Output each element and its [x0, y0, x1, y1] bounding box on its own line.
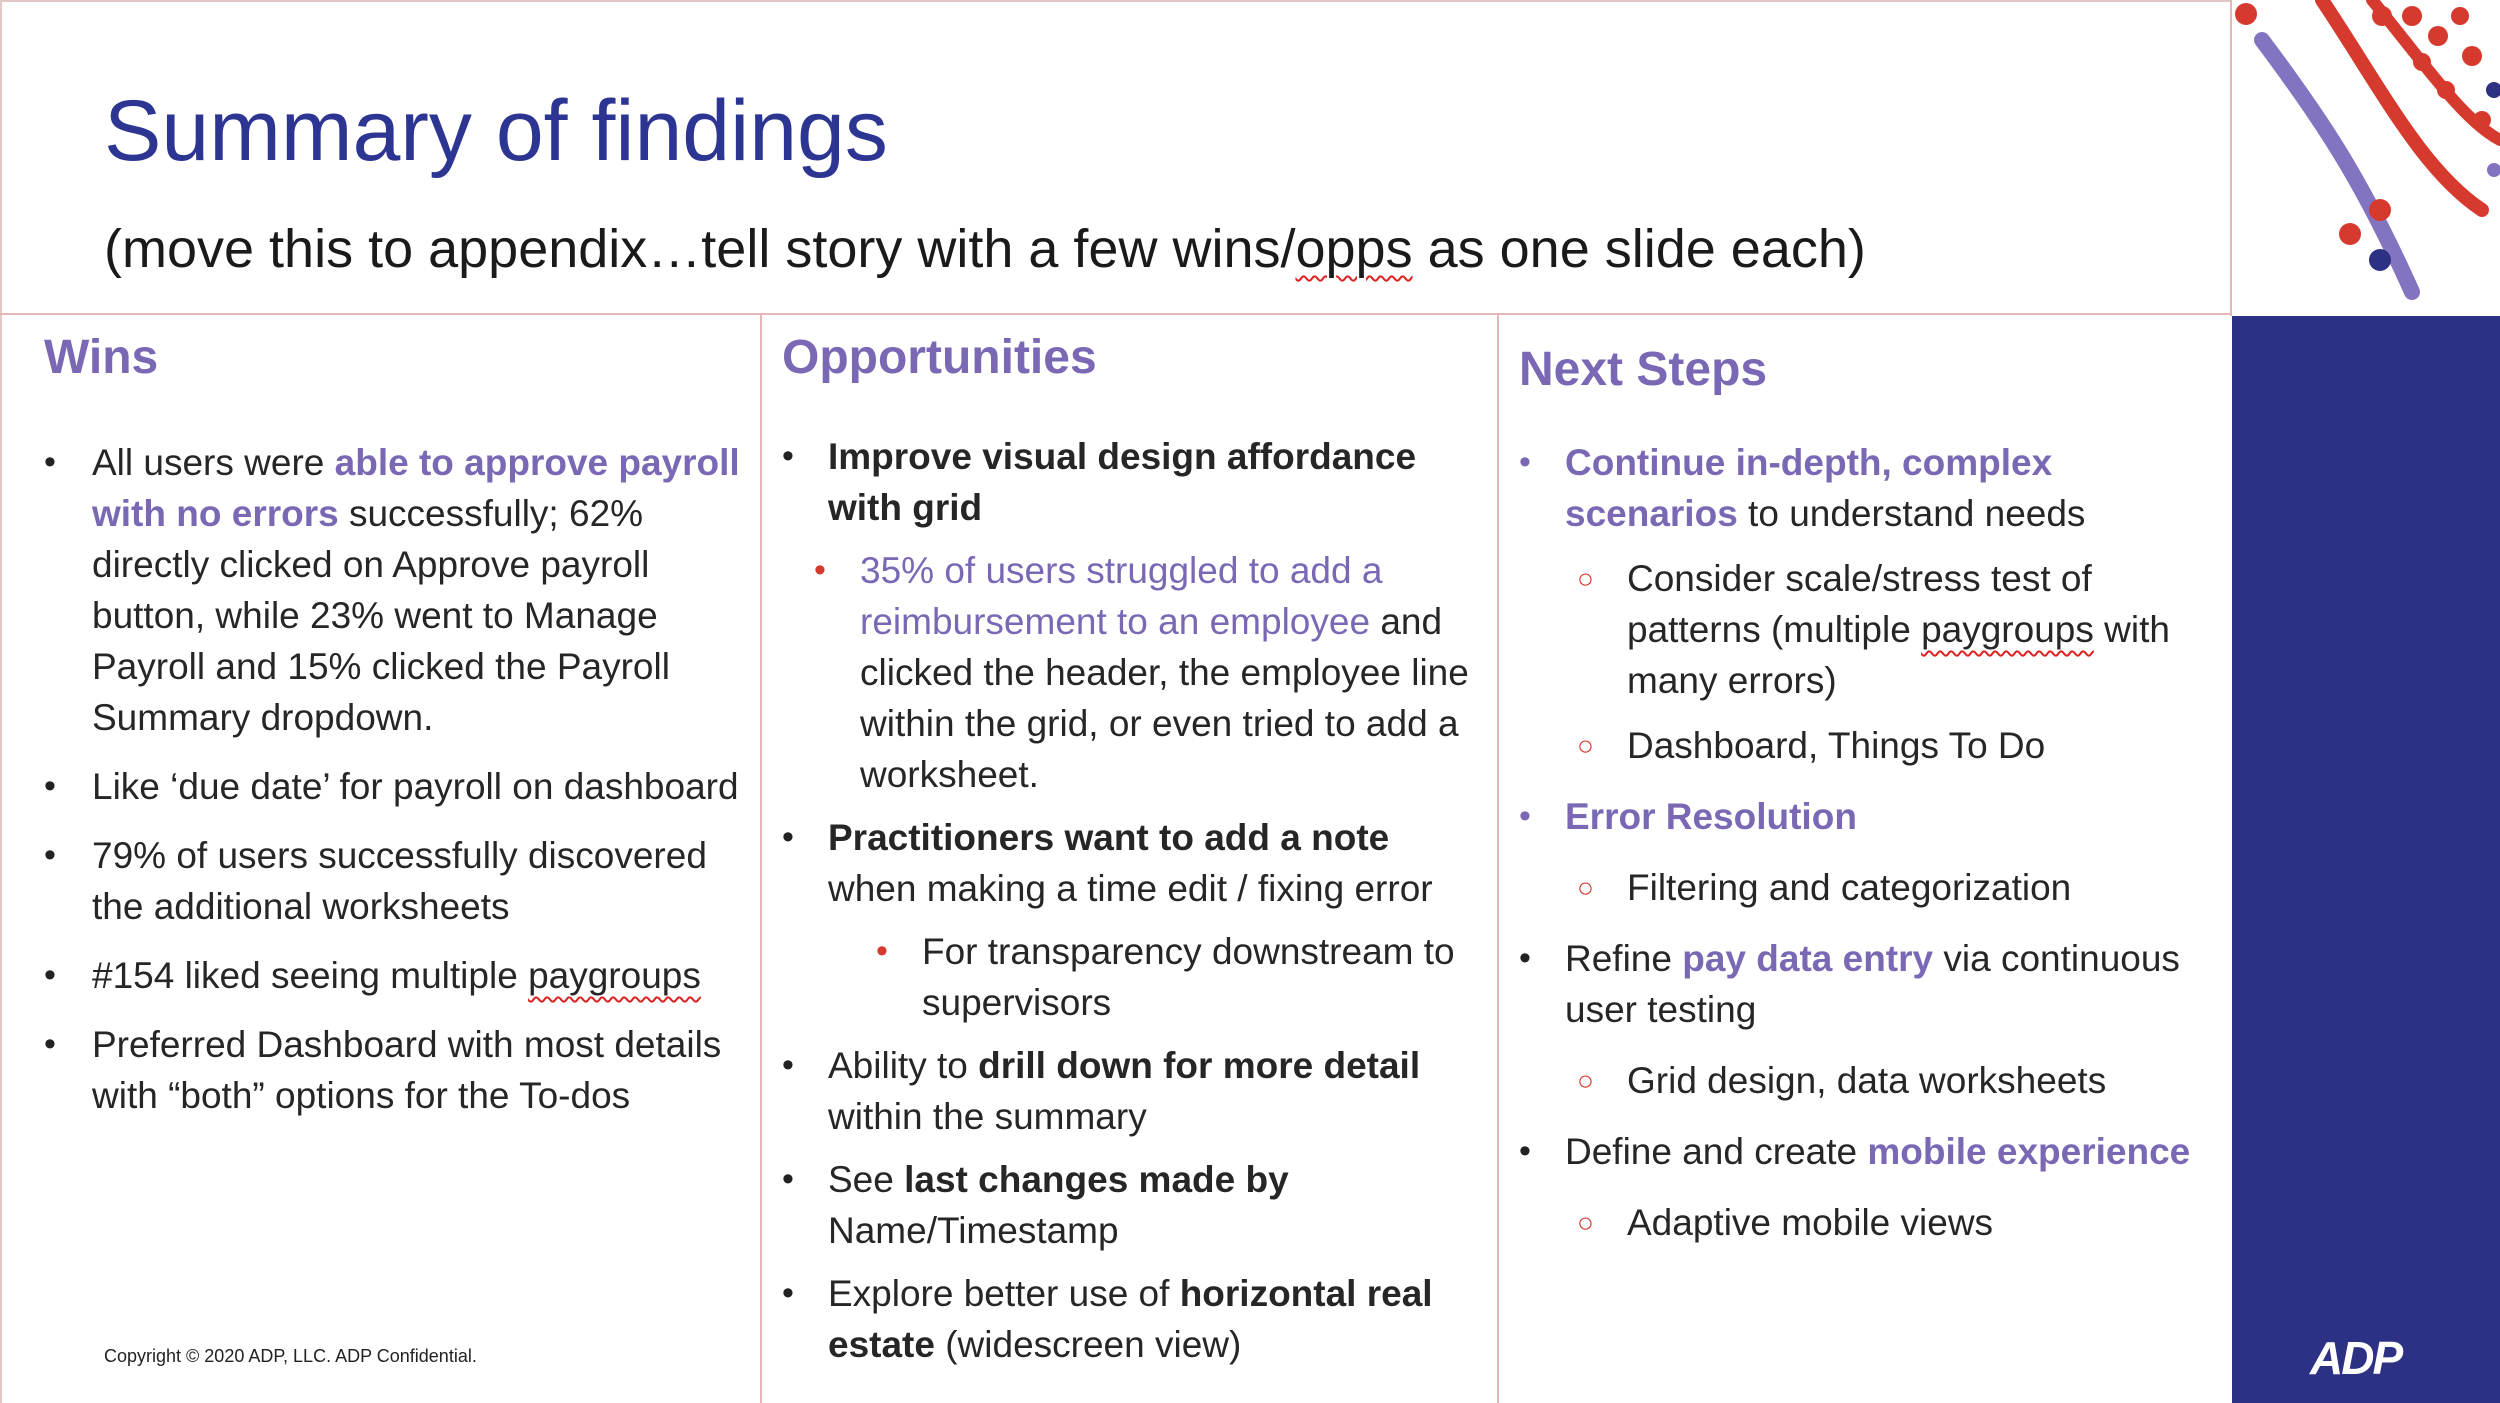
subtitle-spellcheck-word: opps [1295, 219, 1413, 279]
opp-item-1-sub-highlight: 35% of users struggled to add a reimbursement to an employee [860, 550, 1383, 642]
list-item: ○ Grid design, data worksheets [1577, 1060, 2107, 1101]
wins-item-5: Preferred Dashboard with most details with “both” options for the To-dos [92, 1024, 722, 1116]
opp-item-5-bold: horizontal real estate [828, 1273, 1433, 1365]
opp-item-4-bold: last changes made by [904, 1159, 1289, 1200]
ns-item-3-post: via continuous user testing [1565, 938, 2180, 1030]
list-item: • Ability to drill down for more detail within the summary [782, 1045, 1421, 1137]
ns-item-1-highlight: Continue in-depth, complex scenarios [1565, 442, 2053, 534]
column-divider-2 [1497, 313, 1499, 1403]
ns-item-3-pre: Refine [1565, 938, 1683, 979]
list-item: • Error Resolution [1519, 796, 1857, 837]
ns-item-1-sub-1-spellcheck-word: paygroups [1921, 609, 2094, 650]
ns-item-1-sub-1-pre: Consider scale/stress test of patterns (multiple [1627, 558, 2092, 650]
wins-item-2: Like ‘due date’ for payroll on dashboard [92, 766, 739, 807]
list-item: ○ Consider scale/stress test of patterns (multiple paygroups with many errors) [1577, 558, 2170, 701]
opportunities-list [782, 431, 1482, 1370]
ns-item-4-highlight: mobile experience [1867, 1131, 2191, 1172]
wins-item-4-pre: #154 liked seeing multiple [92, 955, 529, 996]
left-border [0, 0, 2, 1403]
ns-item-2-sub-1: Filtering and categorization [1627, 867, 2072, 908]
wins-item-3: 79% of users successfully discovered the additional worksheets [92, 835, 707, 927]
wins-column [44, 330, 744, 1121]
opp-item-3-bold: drill down for more detail [978, 1045, 1421, 1086]
adp-logo: ADP [2310, 1332, 2402, 1384]
list-item: • 35% of users struggled to add a reimbursement to an employee and clicked the header, the employee line within the grid, or even tried to add a worksheet. [814, 550, 1469, 795]
opp-item-1-sub-post: and clicked the header, the employee line within the grid, or even tried to add a worksheet. [860, 601, 1469, 795]
list-item: ○ Filtering and categorization [1577, 867, 2072, 908]
list-item: • All users were able to approve payroll with no errors successfully; 62% directly clicked on Approve payroll button, while 23% went to Manage Payroll and 15% clicked the Payroll Summary dropdown. [44, 442, 740, 738]
opp-item-5-pre: Explore better use of [828, 1273, 1180, 1314]
ns-item-2-highlight: Error Resolution [1565, 796, 1857, 837]
list-item: ○ Dashboard, Things To Do [1577, 725, 2046, 766]
next-steps-column [1519, 342, 2227, 1248]
ns-item-1-sub-1-post: with many errors) [1627, 609, 2170, 701]
ns-item-4-pre: Define and create [1565, 1131, 1868, 1172]
opp-item-5-post: (widescreen view) [934, 1324, 1242, 1365]
opp-item-2-post: when making a time edit / fixing error [828, 868, 1433, 909]
wins-item-1-pre: All users were [92, 442, 335, 483]
ns-item-3-sub-1: Grid design, data worksheets [1627, 1060, 2107, 1101]
opportunities-column [782, 330, 1482, 1370]
list-item: • Continue in-depth, complex scenarios to understand needs [1519, 442, 2086, 534]
list-item: • Refine pay data entry via continuous user testing [1519, 938, 2180, 1030]
list-item: ○ Adaptive mobile views [1577, 1202, 1994, 1243]
subtitle-text-1: (move this to appendix…tell story with a few wins/ [104, 219, 1296, 279]
opportunities-heading: Opportunities [782, 331, 1097, 384]
next-steps-list [1519, 437, 2227, 1248]
decorative-pattern-graphic [2232, 0, 2500, 316]
opp-item-2-sub: For transparency downstream to supervisors [922, 931, 1455, 1023]
list-item: • #154 liked seeing multiple paygroups [44, 955, 701, 996]
opp-item-1-bold: Improve visual design affordance with grid [828, 436, 1417, 528]
list-item: • Like ‘due date’ for payroll on dashboard [44, 766, 739, 807]
list-item: • For transparency downstream to supervisors [876, 931, 1455, 1023]
opp-item-3-pre: Ability to [828, 1045, 979, 1086]
list-item: • Practitioners want to add a note when making a time edit / fixing error [782, 817, 1433, 909]
slide-title: Summary of findings [104, 83, 888, 179]
wins-item-4-spellcheck-word: paygroups [528, 955, 701, 996]
next-steps-heading: Next Steps [1519, 343, 1768, 396]
slide-subtitle [104, 218, 1866, 280]
wins-item-1-post: successfully; 62% directly clicked on Approve payroll button, while 23% went to Manage Payroll and 15% clicked the Payroll Summary dropdown. [92, 493, 670, 738]
ns-item-1-post: to understand needs [1737, 493, 2086, 534]
list-item: • Preferred Dashboard with most details with “both” options for the To-dos [44, 1024, 722, 1116]
opp-item-3-post: within the summary [828, 1096, 1147, 1137]
header-divider [0, 313, 2232, 315]
navy-side-panel [2232, 316, 2500, 1403]
opp-item-4-pre: See [828, 1159, 905, 1200]
subtitle-text-2: as one slide each) [1412, 219, 1866, 279]
list-item: • See last changes made by Name/Timestamp [782, 1159, 1289, 1251]
ns-item-1-sub-2: Dashboard, Things To Do [1627, 725, 2046, 766]
list-item: • Explore better use of horizontal real estate (widescreen view) [782, 1273, 1433, 1365]
opp-item-2-bold: Practitioners want to add a note [828, 817, 1390, 858]
wins-list [44, 437, 744, 1121]
opp-item-4-post: Name/Timestamp [828, 1210, 1119, 1251]
wins-heading: Wins [44, 331, 159, 384]
list-item: • 79% of users successfully discovered the additional worksheets [44, 835, 707, 927]
top-border [0, 0, 2232, 2]
list-item: • Improve visual design affordance with grid [782, 436, 1417, 528]
copyright-notice: Copyright © 2020 ADP, LLC. ADP Confidential. [104, 1346, 477, 1366]
list-item: • Define and create mobile experience [1519, 1131, 2191, 1172]
ns-item-3-highlight: pay data entry [1682, 938, 1934, 979]
wins-item-1-highlight: able to approve payroll with no errors [92, 442, 740, 534]
ns-item-4-sub-1: Adaptive mobile views [1627, 1202, 1994, 1243]
column-divider-1 [760, 313, 762, 1403]
